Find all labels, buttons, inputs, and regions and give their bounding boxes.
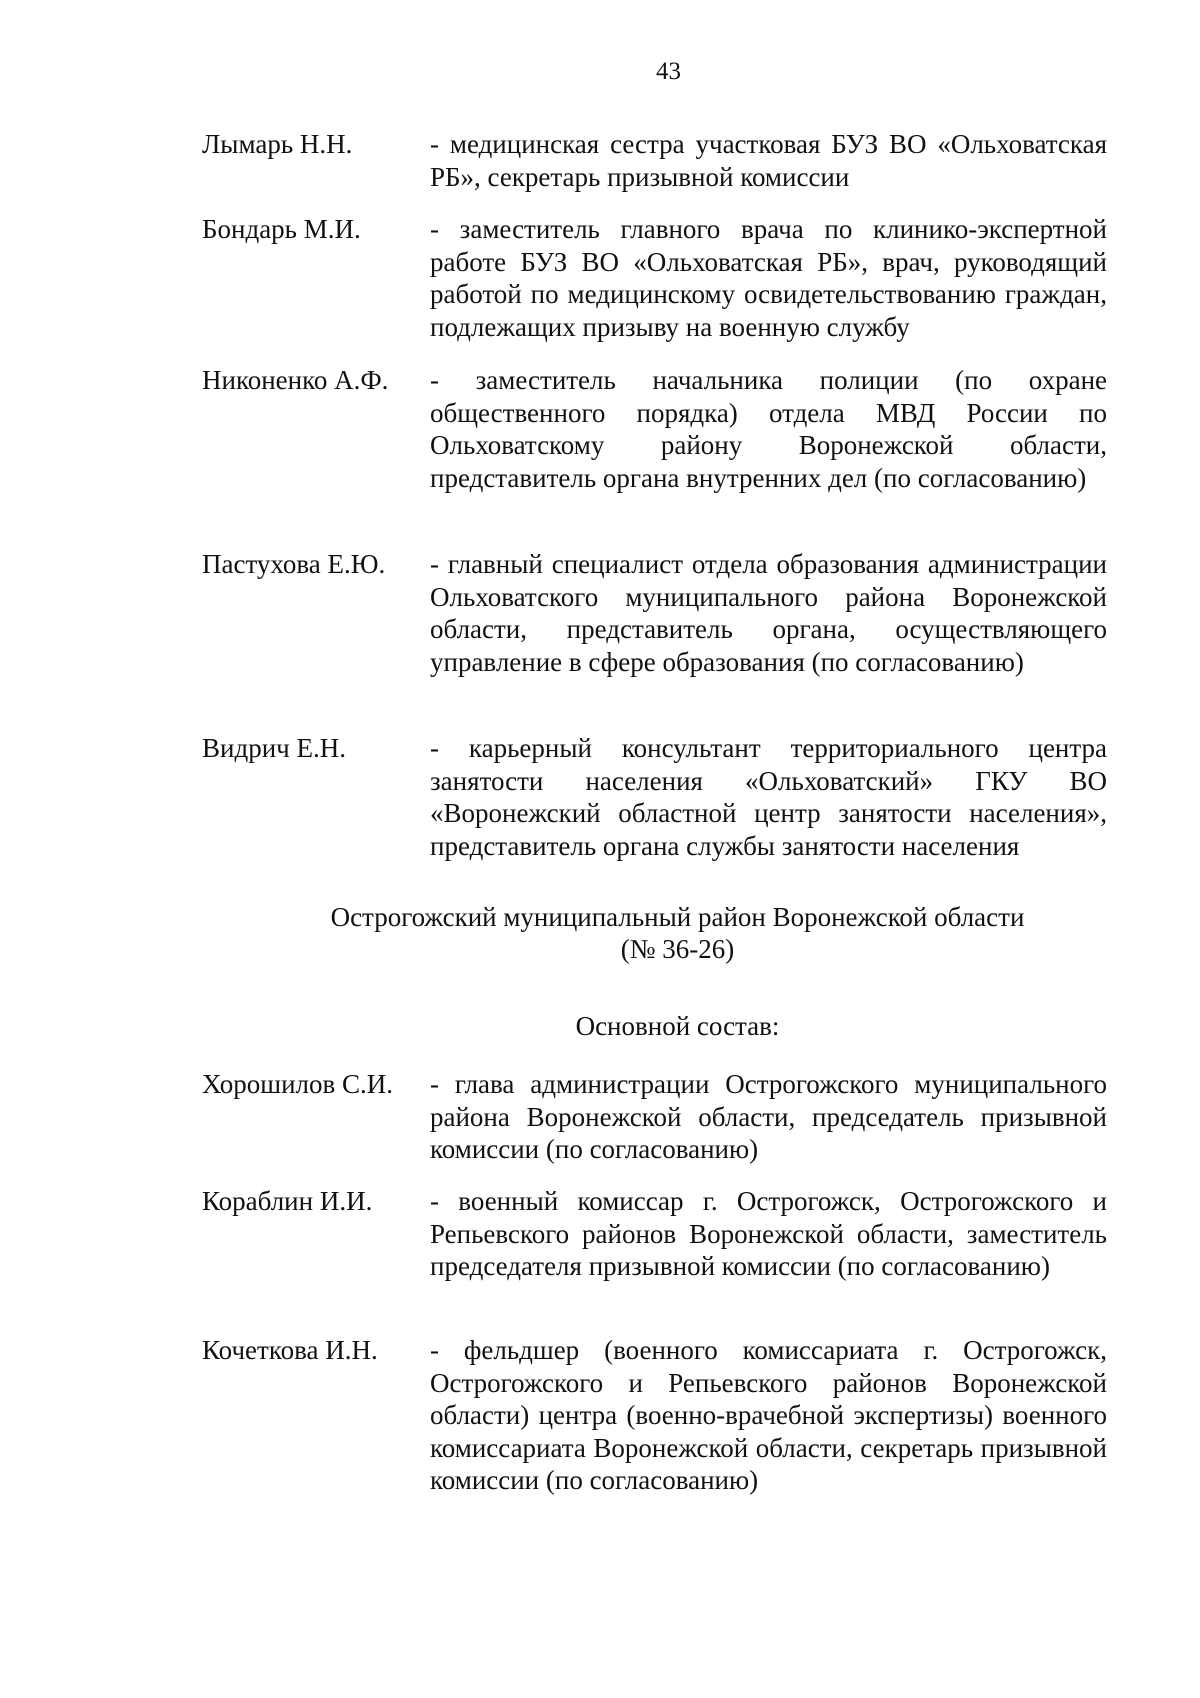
member-name: Видрич Е.Н. — [202, 733, 346, 763]
section-subtitle: Основной состав: — [575, 1011, 780, 1041]
member-name: Лымарь Н.Н. — [202, 129, 353, 159]
section-number: (№ 36-26) — [620, 934, 735, 964]
section-title: Острогожский муниципальный район Воронежской области — [330, 902, 1025, 932]
page-number: 43 — [656, 58, 681, 85]
member-description: - глава администрации Острогожского муниципального района Воронежской области, председатель призывной комиссии (по согласованию) — [430, 1069, 1107, 1164]
member-name: Пастухова Е.Ю. — [202, 549, 386, 579]
member-description: - медицинская сестра участковая БУЗ ВО «Ольховатская РБ», секретарь призывной комиссии — [430, 129, 1107, 192]
member-description: - главный специалист отдела образования администрации Ольховатского муниципального района Воронежской области, представитель органа, осуществляющего управление в сфере образования (по согласованию) — [430, 549, 1107, 677]
member-description: - заместитель начальника полиции (по охране общественного порядка) отдела МВД России по Ольховатскому району Воронежской области, представитель органа внутренних дел (по согласованию) — [430, 365, 1107, 493]
member-description: - заместитель главного врача по клинико-экспертной работе БУЗ ВО «Ольховатская РБ», врач, руководящий работой по медицинскому освидетельствованию граждан, подлежащих призыву на военную службу — [430, 214, 1107, 342]
member-description: - фельдшер (военного комиссариата г. Острогожск, Острогожского и Репьевского районов Воронежской области) центра (военно-врачебной экспертизы) военного комиссариата Воронежской области, секретарь призывной комиссии (по согласованию) — [430, 1335, 1107, 1495]
member-name: Хорошилов С.И. — [202, 1069, 394, 1099]
member-name: Кочеткова И.Н. — [202, 1335, 378, 1365]
member-name: Кораблин И.И. — [202, 1186, 373, 1216]
member-description: - военный комиссар г. Острогожск, Острогожского и Репьевского районов Воронежской области, заместитель председателя призывной комиссии (по согласованию) — [430, 1186, 1107, 1281]
member-name: Бондарь М.И. — [202, 214, 361, 244]
member-description: - карьерный консультант территориального центра занятости населения «Ольховатский» ГКУ ВО «Воронежский областной центр занятости населения», представитель органа службы занятости населения — [430, 733, 1107, 861]
member-name: Никоненко А.Ф. — [202, 365, 389, 395]
